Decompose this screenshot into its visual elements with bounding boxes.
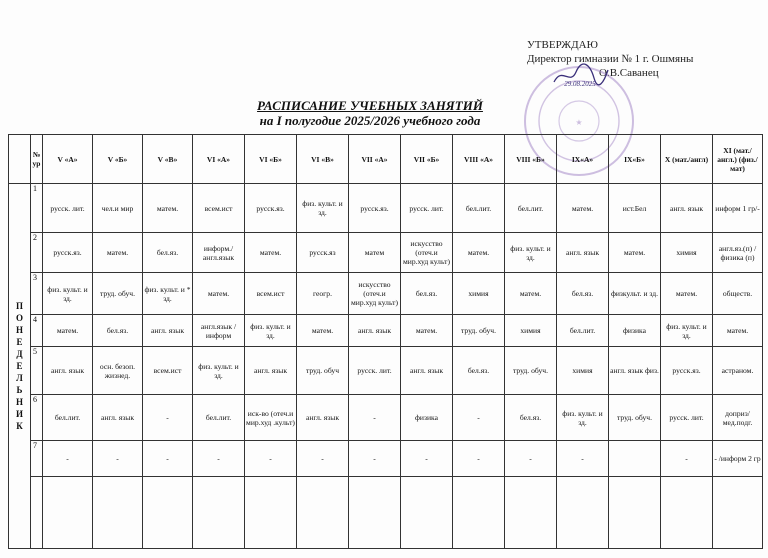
class-header: IX«А» bbox=[557, 135, 609, 184]
subject-cell: геогр. bbox=[297, 273, 349, 315]
stamp-date: 29.08.2025 bbox=[564, 80, 596, 88]
subject-cell: матем. bbox=[297, 315, 349, 347]
subject-cell: труд. обуч. bbox=[93, 273, 143, 315]
subject-cell: - bbox=[349, 395, 401, 441]
subject-cell: всем.ист bbox=[193, 184, 245, 233]
subject-cell: бел.лит. bbox=[557, 315, 609, 347]
subject-cell: матем. bbox=[661, 273, 713, 315]
day-header-cell bbox=[9, 135, 31, 184]
subject-cell: труд. обуч. bbox=[609, 395, 661, 441]
subject-cell: - bbox=[193, 441, 245, 477]
class-header: VI «В» bbox=[297, 135, 349, 184]
subject-cell: - /информ 2 гр bbox=[713, 441, 763, 477]
class-header: VIII «А» bbox=[453, 135, 505, 184]
subject-cell: русск. лит. bbox=[401, 184, 453, 233]
class-header: XI (мат./англ.) (физ./мат) bbox=[713, 135, 763, 184]
subject-cell: - bbox=[245, 441, 297, 477]
subject-cell: - bbox=[93, 441, 143, 477]
subject-cell: - bbox=[349, 441, 401, 477]
lesson-number: 1 bbox=[31, 184, 43, 233]
subject-cell: русск.яз. bbox=[661, 347, 713, 395]
subject-cell: физика bbox=[401, 395, 453, 441]
subject-cell: бел.лит. bbox=[193, 395, 245, 441]
subject-cell: бел.лит. bbox=[453, 184, 505, 233]
subject-cell: информ 1 гр/- bbox=[713, 184, 763, 233]
subject-cell: доприз/ мед.подг. bbox=[713, 395, 763, 441]
subject-cell: химия bbox=[661, 233, 713, 273]
subject-cell: матем. bbox=[143, 184, 193, 233]
subject-cell: обществ. bbox=[713, 273, 763, 315]
subject-cell: ист.Бел bbox=[609, 184, 661, 233]
subject-cell: искусство (отеч.и мир.худ культ) bbox=[349, 273, 401, 315]
empty-cell bbox=[143, 477, 193, 549]
subject-cell: бел.яз. bbox=[143, 233, 193, 273]
subject-cell: матем. bbox=[401, 315, 453, 347]
empty-cell bbox=[609, 477, 661, 549]
subject-cell: англ. язык bbox=[661, 184, 713, 233]
subject-cell: физ. культ. и зд. bbox=[193, 347, 245, 395]
approval-director: Директор гимназии № 1 г. Ошмяны bbox=[527, 53, 694, 65]
subject-cell: русск.яз. bbox=[245, 184, 297, 233]
empty-cell bbox=[31, 477, 43, 549]
empty-cell bbox=[349, 477, 401, 549]
subject-cell: - bbox=[297, 441, 349, 477]
subject-cell: физкульт. и зд. bbox=[609, 273, 661, 315]
subject-cell: англ. язык физ. bbox=[609, 347, 661, 395]
empty-cell bbox=[505, 477, 557, 549]
subject-cell: русск.яз. bbox=[43, 233, 93, 273]
subject-cell: - bbox=[661, 441, 713, 477]
subject-cell: англ.яз.(п) /физика (п) bbox=[713, 233, 763, 273]
subject-cell: бел.яз. bbox=[93, 315, 143, 347]
empty-cell bbox=[43, 477, 93, 549]
subject-cell: русск. лит. bbox=[661, 395, 713, 441]
class-header: VIII «Б» bbox=[505, 135, 557, 184]
svg-text:★: ★ bbox=[575, 118, 583, 127]
subject-cell: химия bbox=[453, 273, 505, 315]
subject-cell: чел.и мир bbox=[93, 184, 143, 233]
schedule-row bbox=[9, 315, 763, 347]
subject-cell: - bbox=[143, 441, 193, 477]
approval-name: О.В.Саванец bbox=[599, 67, 659, 79]
schedule-row bbox=[9, 273, 763, 315]
schedule-row bbox=[9, 441, 763, 477]
class-header: VII «Б» bbox=[401, 135, 453, 184]
subject-cell: осн. безоп. жизнед. bbox=[93, 347, 143, 395]
subject-cell: англ. язык bbox=[143, 315, 193, 347]
schedule-table bbox=[8, 134, 763, 549]
lesson-number: 3 bbox=[31, 273, 43, 315]
title-line-2: на I полугодие 2025/2026 учебного года bbox=[259, 113, 481, 128]
class-header: X (мат./англ) bbox=[661, 135, 713, 184]
lesson-number: 7 bbox=[31, 441, 43, 477]
subject-cell: всем.ист bbox=[143, 347, 193, 395]
subject-cell: астраном. bbox=[713, 347, 763, 395]
subject-cell: русск.яз. bbox=[349, 184, 401, 233]
class-header: VI «Б» bbox=[245, 135, 297, 184]
subject-cell: физ. культ. и зд. bbox=[661, 315, 713, 347]
class-header: V «Б» bbox=[93, 135, 143, 184]
empty-cell bbox=[401, 477, 453, 549]
page-title bbox=[230, 98, 510, 128]
class-header: VI «А» bbox=[193, 135, 245, 184]
subject-cell: - bbox=[143, 395, 193, 441]
lesson-number: 5 bbox=[31, 347, 43, 395]
title-line-1: РАСПИСАНИЕ УЧЕБНЫХ ЗАНЯТИЙ bbox=[257, 98, 483, 113]
subject-cell: физ. культ. и * зд. bbox=[143, 273, 193, 315]
subject-cell: русск. лит. bbox=[43, 184, 93, 233]
subject-cell: бел.лит. bbox=[43, 395, 93, 441]
subject-cell: бел.яз. bbox=[557, 273, 609, 315]
subject-cell: англ. язык bbox=[349, 315, 401, 347]
subject-cell: химия bbox=[505, 315, 557, 347]
subject-cell: англ. язык bbox=[93, 395, 143, 441]
subject-cell: бел.яз. bbox=[453, 347, 505, 395]
subject-cell bbox=[609, 441, 661, 477]
subject-cell: матем. bbox=[43, 315, 93, 347]
subject-cell: англ. язык bbox=[245, 347, 297, 395]
class-header: VII «А» bbox=[349, 135, 401, 184]
empty-cell bbox=[713, 477, 763, 549]
subject-cell: - bbox=[401, 441, 453, 477]
schedule-row bbox=[9, 184, 763, 233]
subject-cell: искусство (отеч.и мир.худ культ) bbox=[401, 233, 453, 273]
subject-cell: физ. культ. и зд. bbox=[297, 184, 349, 233]
empty-cell bbox=[297, 477, 349, 549]
day-name-cell: П О Н Е Д Е Л Ь Н И К bbox=[9, 184, 31, 549]
subject-cell: матем bbox=[349, 233, 401, 273]
subject-cell: физика bbox=[609, 315, 661, 347]
subject-cell: бел.лит. bbox=[505, 184, 557, 233]
subject-cell: бел.яз. bbox=[401, 273, 453, 315]
subject-cell: - bbox=[557, 441, 609, 477]
subject-cell: матем. bbox=[93, 233, 143, 273]
subject-cell: матем. bbox=[557, 184, 609, 233]
subject-cell: иск-во (отеч.и мир.худ .культ) bbox=[245, 395, 297, 441]
class-header: V «В» bbox=[143, 135, 193, 184]
subject-cell: труд. обуч. bbox=[505, 347, 557, 395]
lesson-number: 2 bbox=[31, 233, 43, 273]
lesson-number: 4 bbox=[31, 315, 43, 347]
empty-cell bbox=[93, 477, 143, 549]
approval-title: УТВЕРЖДАЮ bbox=[527, 39, 598, 51]
lesson-number: 6 bbox=[31, 395, 43, 441]
subject-cell: бел.яз. bbox=[505, 395, 557, 441]
empty-cell bbox=[193, 477, 245, 549]
subject-cell: матем. bbox=[609, 233, 661, 273]
subject-cell: физ. культ. и зд. bbox=[505, 233, 557, 273]
subject-cell: труд. обуч bbox=[297, 347, 349, 395]
empty-cell bbox=[661, 477, 713, 549]
subject-cell: - bbox=[453, 395, 505, 441]
subject-cell: матем. bbox=[245, 233, 297, 273]
subject-cell: - bbox=[43, 441, 93, 477]
subject-cell: матем. bbox=[453, 233, 505, 273]
subject-cell: физ. культ. и зд. bbox=[245, 315, 297, 347]
schedule-row bbox=[9, 347, 763, 395]
subject-cell: англ. язык bbox=[401, 347, 453, 395]
subject-cell: матем. bbox=[193, 273, 245, 315]
subject-cell: русск. лит. bbox=[349, 347, 401, 395]
subject-cell: русск.яз bbox=[297, 233, 349, 273]
schedule-row bbox=[9, 233, 763, 273]
subject-cell: физ. культ. и зд. bbox=[43, 273, 93, 315]
empty-row bbox=[9, 477, 763, 549]
subject-cell: - bbox=[505, 441, 557, 477]
class-header: V «А» bbox=[43, 135, 93, 184]
lesson-number-header: № ур bbox=[31, 135, 43, 184]
subject-cell: англ. язык bbox=[43, 347, 93, 395]
subject-cell: англ. язык bbox=[297, 395, 349, 441]
header-row bbox=[9, 135, 763, 184]
class-header: IX«Б» bbox=[609, 135, 661, 184]
signature-icon bbox=[550, 62, 610, 88]
subject-cell: физ. культ. и зд. bbox=[557, 395, 609, 441]
subject-cell: англ.язык /информ bbox=[193, 315, 245, 347]
empty-cell bbox=[245, 477, 297, 549]
subject-cell: матем. bbox=[505, 273, 557, 315]
subject-cell: всем.ист bbox=[245, 273, 297, 315]
subject-cell: труд. обуч. bbox=[453, 315, 505, 347]
subject-cell: - bbox=[453, 441, 505, 477]
subject-cell: химия bbox=[557, 347, 609, 395]
subject-cell: матем. bbox=[713, 315, 763, 347]
subject-cell: информ./ англ.язык bbox=[193, 233, 245, 273]
schedule-row bbox=[9, 395, 763, 441]
empty-cell bbox=[453, 477, 505, 549]
empty-cell bbox=[557, 477, 609, 549]
subject-cell: англ. язык bbox=[557, 233, 609, 273]
